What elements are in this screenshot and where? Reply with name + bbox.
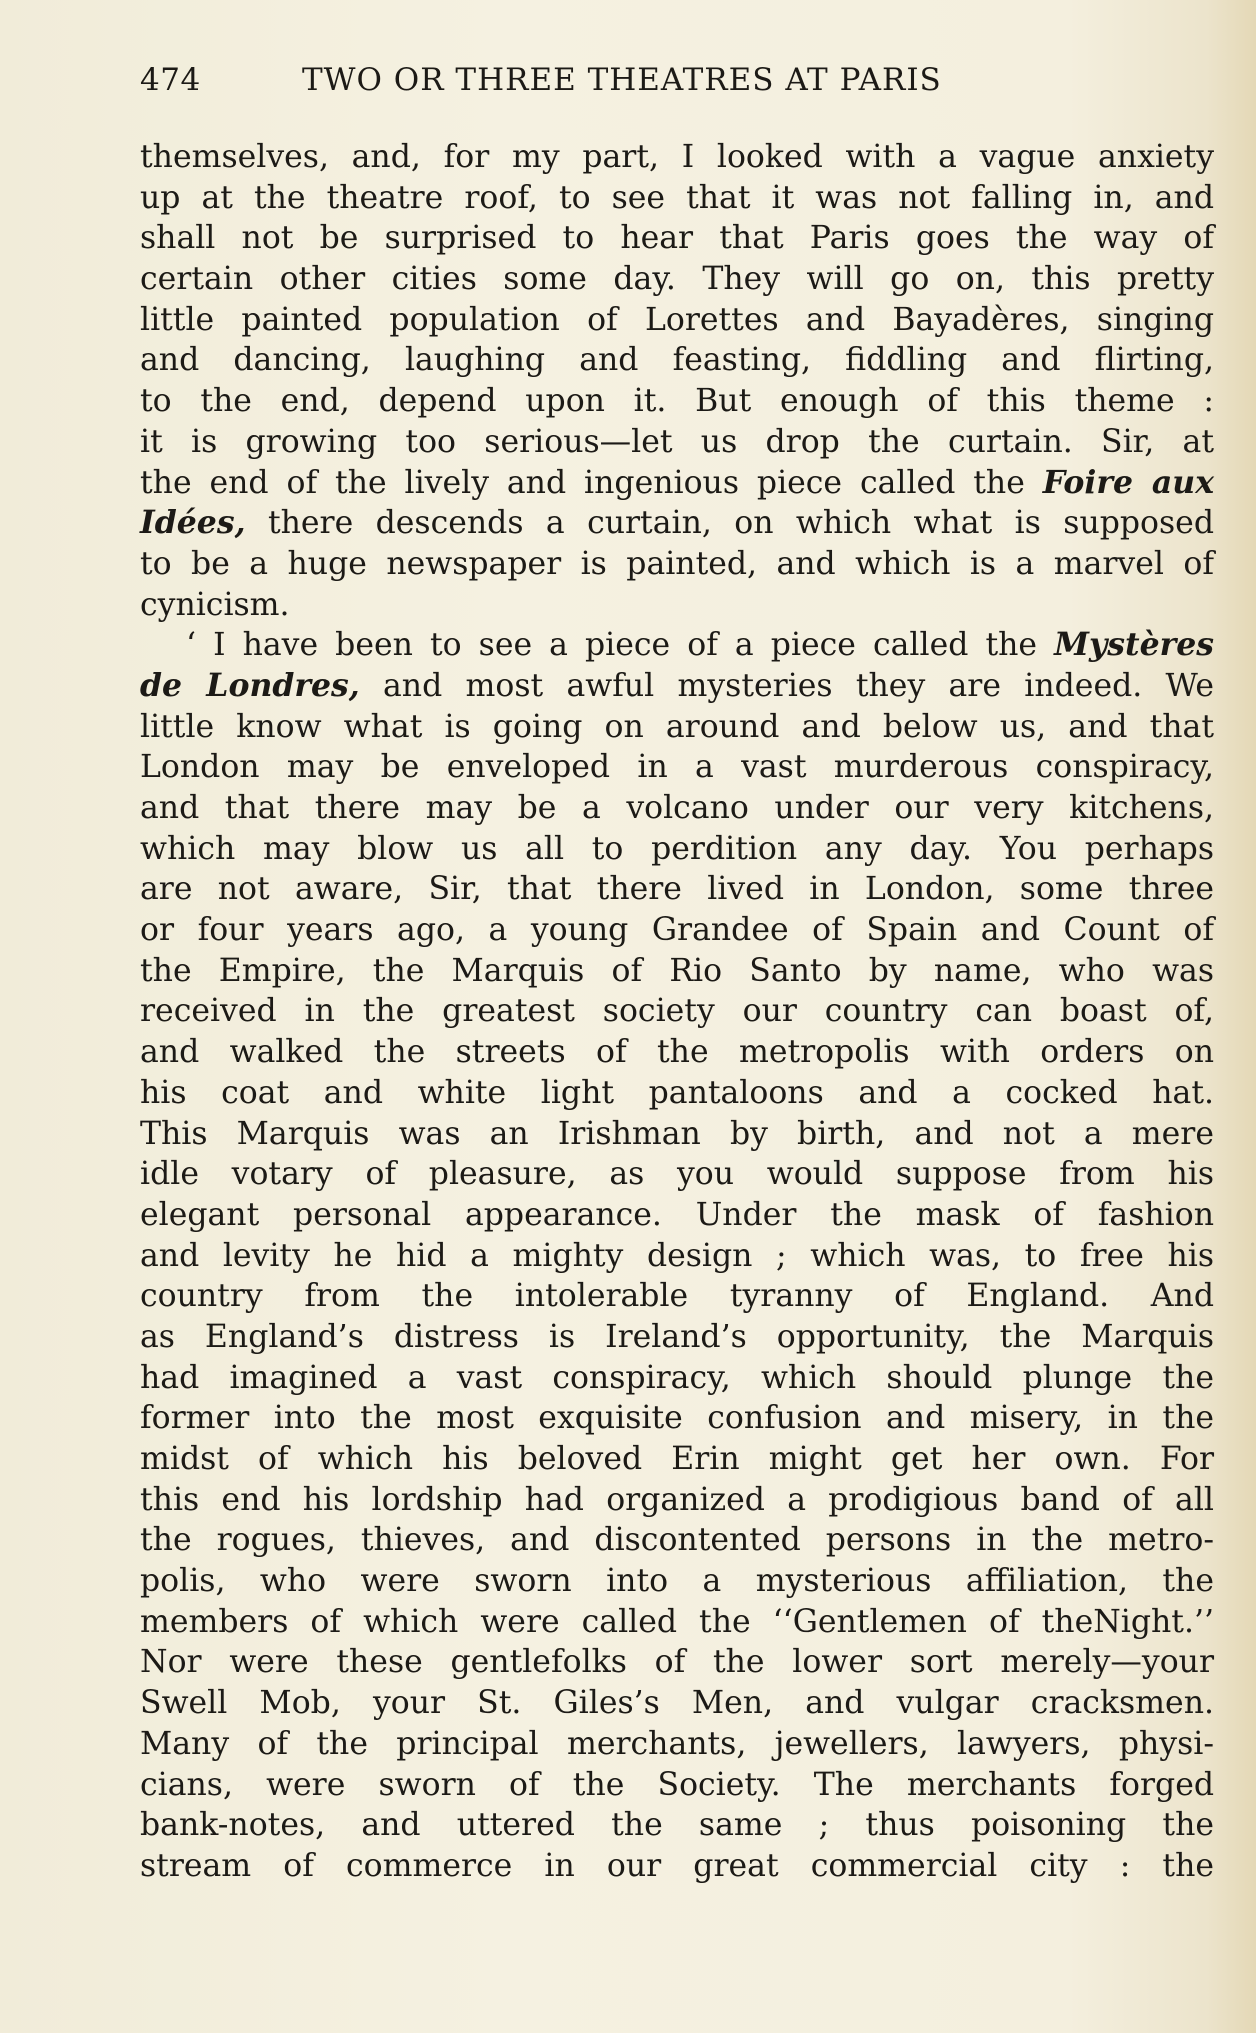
text-line — [140, 1073, 1214, 1114]
text-line — [140, 910, 1214, 951]
text-line — [140, 625, 1214, 666]
text-line — [140, 747, 1214, 788]
text-line — [140, 381, 1214, 422]
text-line — [140, 1317, 1214, 1358]
text-line — [140, 1114, 1214, 1155]
text-segment: Many of the principal merchants, jewellers, lawyers, physi- — [140, 1725, 1214, 1762]
italic-title: Idées, — [140, 504, 246, 542]
text-segment: this end his lordship had organized a prodigious band of all — [140, 1481, 1214, 1518]
text-line — [140, 1276, 1214, 1317]
text-line — [140, 1805, 1214, 1846]
text-segment: it is growing too serious—let us drop the curtain. Sir, at — [140, 423, 1214, 460]
text-line — [140, 1724, 1214, 1765]
text-line — [140, 218, 1214, 259]
text-line — [140, 178, 1214, 219]
text-segment: the end of the lively and ingenious piece called the — [140, 464, 1043, 501]
text-line — [140, 463, 1214, 504]
text-line — [140, 829, 1214, 870]
text-segment: elegant personal appearance. Under the mask of fashion — [140, 1196, 1214, 1233]
text-line — [140, 340, 1214, 381]
text-segment: are not aware, Sir, that there lived in London, some three — [140, 871, 1214, 908]
italic-title: Mystères — [1054, 626, 1214, 664]
text-segment: and walked the streets of the metropolis with orders on — [140, 1034, 1214, 1071]
text-segment: certain other cities some day. They will go on, this pretty — [140, 261, 1214, 298]
running-title: TWO OR THREE THEATRES AT PARIS — [302, 62, 942, 98]
text-segment: his coat and white light pantaloons and a cocked hat. — [140, 1074, 1214, 1111]
text-line — [140, 1683, 1214, 1724]
text-line — [140, 259, 1214, 300]
text-segment: Swell Mob, your St. Giles’s Men, and vulgar cracksmen. — [140, 1685, 1214, 1722]
text-segment: had imagined a vast conspiracy, which should plunge the — [140, 1359, 1214, 1396]
text-segment: polis, who were sworn into a mysterious affiliation, the — [140, 1563, 1214, 1600]
text-segment: little know what is going on around and below us, and that — [140, 708, 1214, 745]
text-line — [140, 300, 1214, 341]
text-line — [140, 422, 1214, 463]
text-line — [140, 1480, 1214, 1521]
text-segment: the rogues, thieves, and discontented persons in the metro- — [140, 1522, 1214, 1559]
text-line — [140, 666, 1214, 707]
text-line — [140, 951, 1214, 992]
text-line — [140, 869, 1214, 910]
text-line — [140, 1561, 1214, 1602]
text-segment: former into the most exquisite confusion and misery, in the — [140, 1400, 1214, 1437]
text-segment: stream of commerce in our great commercial city : the — [140, 1847, 1214, 1884]
text-line — [140, 1439, 1214, 1480]
text-segment: there descends a curtain, on which what is supposed — [245, 505, 1214, 542]
text-line — [140, 788, 1214, 829]
text-segment: midst of which his beloved Erin might get her own. For — [140, 1441, 1214, 1477]
text-segment: members of which were called the ‘‘Gentlemen of theNight.’’ — [140, 1603, 1214, 1640]
text-line — [140, 503, 1214, 544]
text-segment: ‘ I have been to see a piece of a piece called the — [186, 627, 1055, 664]
text-segment: This Marquis was an Irishman by birth, and not a mere — [140, 1115, 1214, 1152]
text-line — [140, 1398, 1214, 1439]
text-segment: as England’s distress is Ireland’s opportunity, the Marquis — [140, 1318, 1214, 1355]
text-segment: or four years ago, a young Grandee of Spain and Count of — [140, 912, 1214, 949]
italic-title: Foire aux — [1042, 463, 1214, 501]
text-segment: cians, were sworn of the Society. The merchants forged — [140, 1766, 1214, 1803]
text-segment: which may blow us all to perdition any day. You perhaps — [140, 830, 1214, 867]
text-line — [140, 1032, 1214, 1073]
text-segment: little painted population of Lorettes and Bayadères, singing — [140, 301, 1214, 338]
text-segment: and most awful mysteries they are indeed. We — [359, 667, 1214, 704]
text-line — [140, 1642, 1214, 1683]
text-segment: cynicism. — [140, 586, 290, 623]
text-segment: London may be enveloped in a vast murderous conspiracy, — [140, 749, 1214, 786]
text-line — [140, 1765, 1214, 1806]
text-segment: received in the greatest society our country can boast of, — [140, 993, 1214, 1030]
text-line — [140, 1236, 1214, 1277]
text-segment: and levity he hid a mighty design ; which was, to free his — [140, 1237, 1214, 1274]
text-segment: Nor were these gentlefolks of the lower sort merely—your — [140, 1644, 1214, 1681]
text-segment: the Empire, the Marquis of Rio Santo by name, who was — [140, 952, 1214, 989]
text-line — [140, 1602, 1214, 1643]
text-segment: up at the theatre roof, to see that it was not falling in, and — [140, 179, 1214, 216]
text-line — [140, 1520, 1214, 1561]
text-segment: bank-notes, and uttered the same ; thus poisoning the — [140, 1807, 1214, 1844]
text-segment: idle votary of pleasure, as you would suppose from his — [140, 1156, 1214, 1193]
text-segment: and that there may be a volcano under our very kitchens, — [140, 790, 1214, 826]
text-segment: and dancing, laughing and feasting, fiddling and flirting, — [140, 342, 1214, 379]
text-line — [140, 1154, 1214, 1195]
text-segment: shall not be surprised to hear that Paris goes the way of — [140, 220, 1214, 257]
text-line — [140, 137, 1214, 178]
text-line — [140, 991, 1214, 1032]
text-segment: themselves, and, for my part, I looked with a vague anxiety — [140, 139, 1214, 175]
text-segment: country from the intolerable tyranny of England. And — [140, 1278, 1214, 1315]
text-line — [140, 585, 1214, 626]
text-segment: to the end, depend upon it. But enough of this theme : — [140, 383, 1214, 420]
page-number: 474 — [140, 62, 201, 98]
italic-title: de Londres, — [140, 666, 360, 704]
text-line — [140, 1846, 1214, 1887]
running-header — [140, 62, 1120, 108]
text-line — [140, 1358, 1214, 1399]
text-line — [140, 707, 1214, 748]
body-text — [140, 137, 1214, 1887]
text-segment: to be a huge newspaper is painted, and which is a marvel of — [140, 545, 1214, 582]
text-line — [140, 1195, 1214, 1236]
text-line — [140, 544, 1214, 585]
